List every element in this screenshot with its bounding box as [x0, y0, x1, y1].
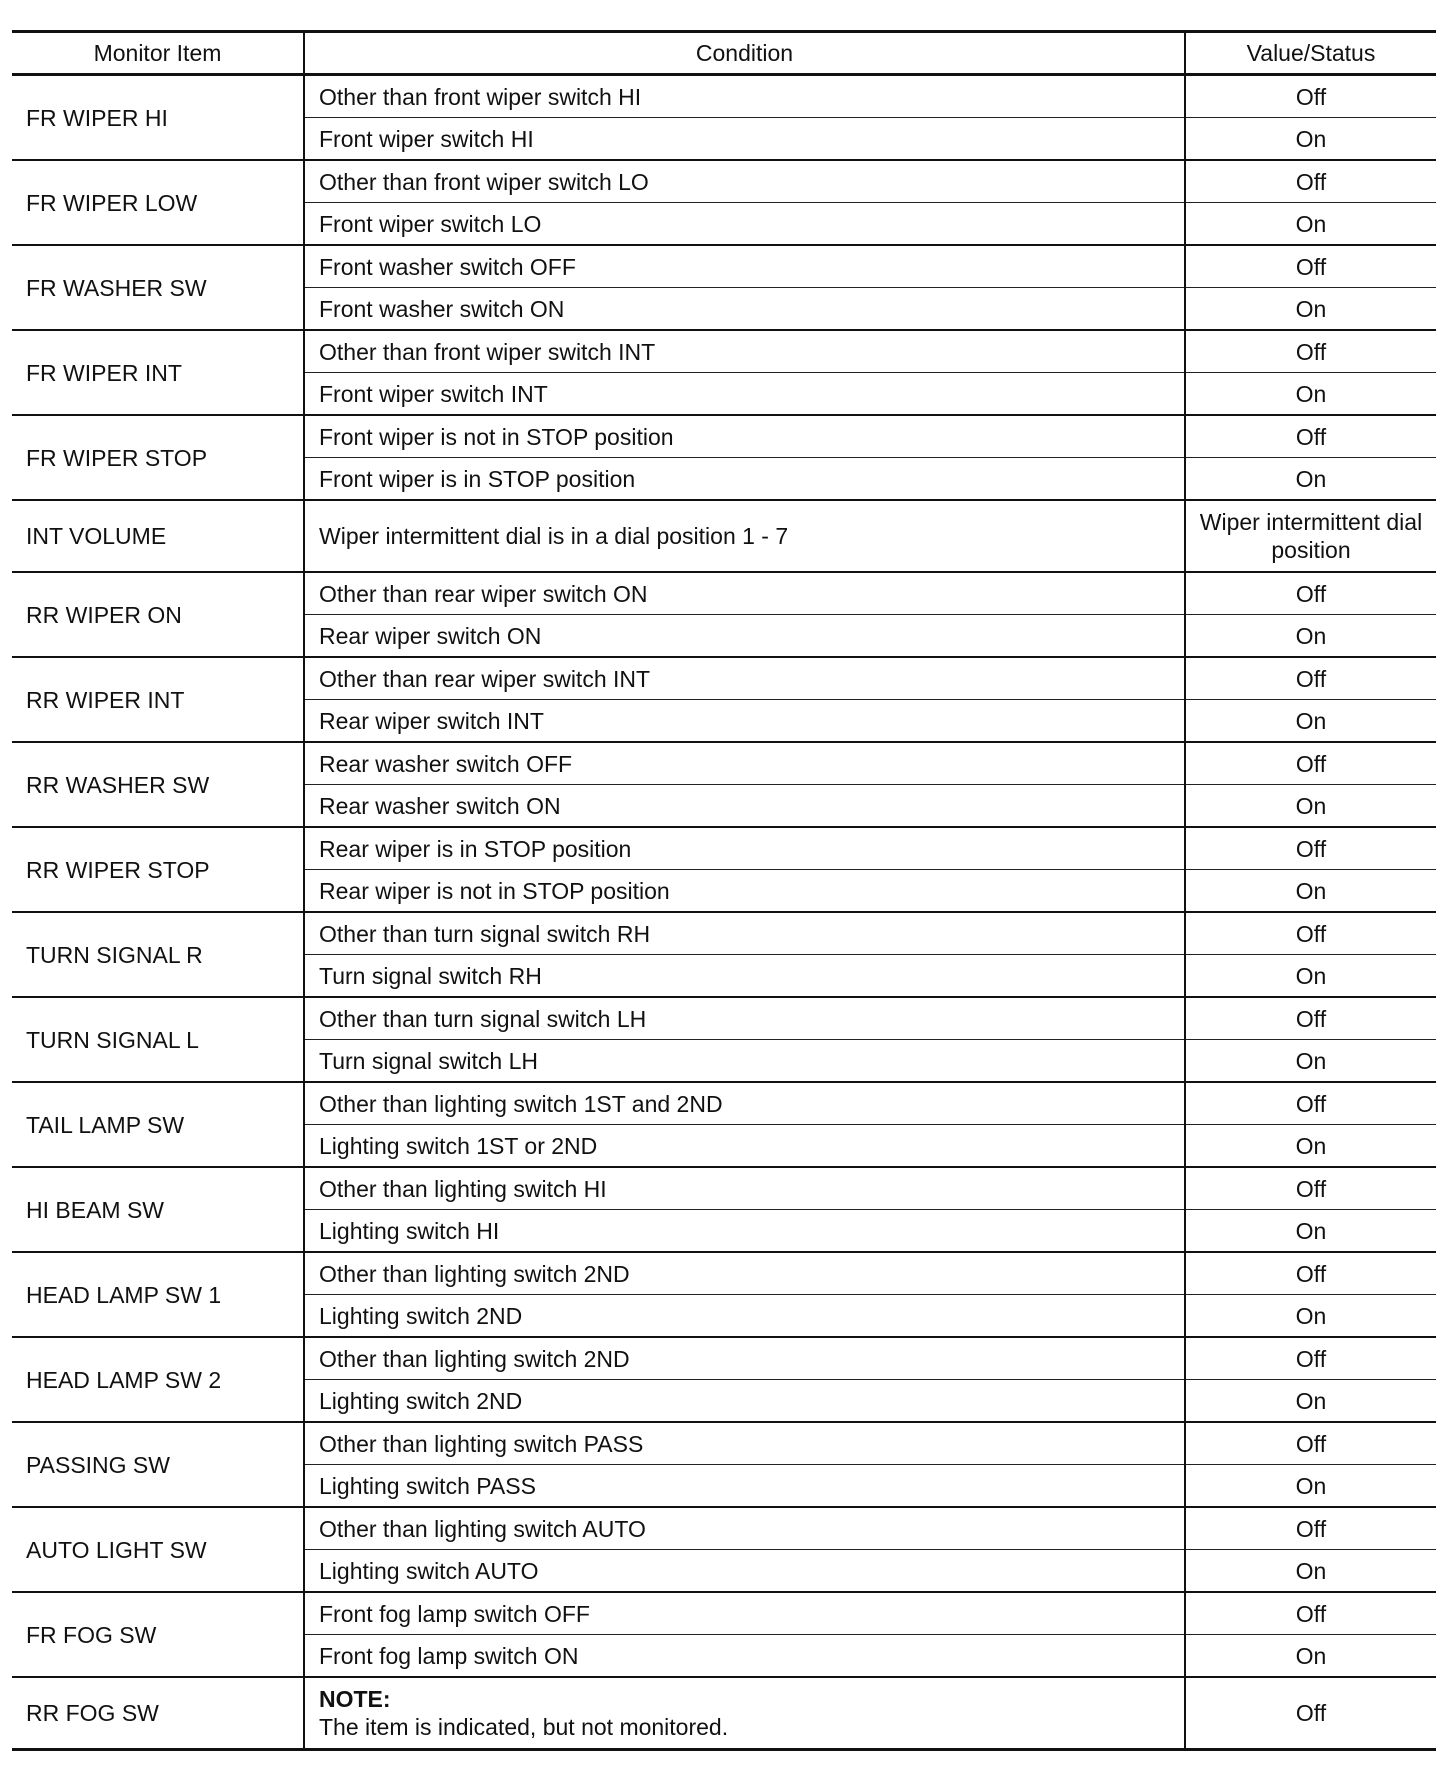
- value-status-cell: On: [1185, 1465, 1436, 1508]
- condition-cell: Other than lighting switch 2ND: [304, 1252, 1185, 1295]
- value-status-cell: On: [1185, 870, 1436, 913]
- condition-cell: Front fog lamp switch OFF: [304, 1592, 1185, 1635]
- condition-cell: Other than lighting switch 1ST and 2ND: [304, 1082, 1185, 1125]
- monitor-item-cell: FR WIPER STOP: [12, 415, 304, 500]
- table-row: [12, 1252, 1436, 1295]
- table-row: [12, 1337, 1436, 1380]
- header-value-status: Value/Status: [1185, 32, 1436, 75]
- condition-cell: Lighting switch 1ST or 2ND: [304, 1125, 1185, 1168]
- table-row: [12, 912, 1436, 955]
- condition-cell: Other than turn signal switch RH: [304, 912, 1185, 955]
- condition-cell: [304, 1677, 1185, 1750]
- condition-cell: Front washer switch OFF: [304, 245, 1185, 288]
- document-page: [12, 30, 1436, 1751]
- table-row: [12, 245, 1436, 288]
- monitor-item-cell: INT VOLUME: [12, 500, 304, 572]
- monitor-item-cell: HEAD LAMP SW 1: [12, 1252, 304, 1337]
- monitor-item-cell: RR WIPER STOP: [12, 827, 304, 912]
- condition-cell: Front fog lamp switch ON: [304, 1635, 1185, 1678]
- table-header-row: [12, 32, 1436, 75]
- value-status-cell: On: [1185, 785, 1436, 828]
- monitor-item-cell: FR WASHER SW: [12, 245, 304, 330]
- monitor-item-cell: FR FOG SW: [12, 1592, 304, 1677]
- value-status-cell: On: [1185, 700, 1436, 743]
- condition-cell: Front wiper is in STOP position: [304, 458, 1185, 501]
- table-row: [12, 1507, 1436, 1550]
- monitor-item-cell: FR WIPER LOW: [12, 160, 304, 245]
- table-row: [12, 657, 1436, 700]
- value-status-cell: Wiper intermittent dial position: [1185, 500, 1436, 572]
- note-title: NOTE:: [319, 1686, 391, 1712]
- monitor-item-cell: RR FOG SW: [12, 1677, 304, 1750]
- value-status-cell: Off: [1185, 1082, 1436, 1125]
- value-status-cell: Off: [1185, 1422, 1436, 1465]
- value-status-cell: Off: [1185, 912, 1436, 955]
- condition-cell: Other than front wiper switch INT: [304, 330, 1185, 373]
- value-status-cell: On: [1185, 615, 1436, 658]
- value-status-cell: Off: [1185, 657, 1436, 700]
- condition-cell: Rear wiper switch ON: [304, 615, 1185, 658]
- value-status-cell: Off: [1185, 827, 1436, 870]
- condition-cell: Turn signal switch LH: [304, 1040, 1185, 1083]
- condition-cell: Other than rear wiper switch INT: [304, 657, 1185, 700]
- value-status-cell: Off: [1185, 572, 1436, 615]
- note-text: The item is indicated, but not monitored.: [319, 1714, 729, 1740]
- monitor-item-cell: AUTO LIGHT SW: [12, 1507, 304, 1592]
- value-status-cell: Off: [1185, 415, 1436, 458]
- condition-cell: Lighting switch AUTO: [304, 1550, 1185, 1593]
- table-row: [12, 1592, 1436, 1635]
- value-status-cell: Off: [1185, 160, 1436, 203]
- table-row: [12, 500, 1436, 572]
- header-condition: Condition: [304, 32, 1185, 75]
- table-row: [12, 1082, 1436, 1125]
- value-status-cell: Off: [1185, 245, 1436, 288]
- value-status-cell: On: [1185, 1550, 1436, 1593]
- condition-cell: Wiper intermittent dial is in a dial position 1 - 7: [304, 500, 1185, 572]
- condition-cell: Front washer switch ON: [304, 288, 1185, 331]
- monitor-item-cell: TAIL LAMP SW: [12, 1082, 304, 1167]
- condition-cell: Lighting switch PASS: [304, 1465, 1185, 1508]
- monitor-item-cell: RR WASHER SW: [12, 742, 304, 827]
- value-status-cell: On: [1185, 1635, 1436, 1678]
- condition-cell: Front wiper switch INT: [304, 373, 1185, 416]
- condition-cell: Front wiper switch LO: [304, 203, 1185, 246]
- condition-cell: Other than turn signal switch LH: [304, 997, 1185, 1040]
- value-status-cell: On: [1185, 1380, 1436, 1423]
- table-row: [12, 1167, 1436, 1210]
- value-status-cell: On: [1185, 288, 1436, 331]
- monitor-item-cell: HEAD LAMP SW 2: [12, 1337, 304, 1422]
- table-row: [12, 75, 1436, 118]
- value-status-cell: Off: [1185, 1677, 1436, 1750]
- value-status-cell: Off: [1185, 1507, 1436, 1550]
- condition-cell: Other than lighting switch 2ND: [304, 1337, 1185, 1380]
- value-status-cell: On: [1185, 203, 1436, 246]
- condition-cell: Rear washer switch OFF: [304, 742, 1185, 785]
- condition-cell: Front wiper is not in STOP position: [304, 415, 1185, 458]
- table-row: [12, 1422, 1436, 1465]
- condition-cell: Lighting switch 2ND: [304, 1295, 1185, 1338]
- value-status-cell: Off: [1185, 1592, 1436, 1635]
- table-row: [12, 415, 1436, 458]
- table-row: [12, 572, 1436, 615]
- condition-cell: Rear wiper switch INT: [304, 700, 1185, 743]
- condition-cell: Other than front wiper switch LO: [304, 160, 1185, 203]
- table-body: [12, 75, 1436, 1750]
- monitor-item-cell: PASSING SW: [12, 1422, 304, 1507]
- table-row: [12, 742, 1436, 785]
- table-row: [12, 1677, 1436, 1750]
- value-status-cell: Off: [1185, 330, 1436, 373]
- condition-cell: Turn signal switch RH: [304, 955, 1185, 998]
- condition-cell: Other than rear wiper switch ON: [304, 572, 1185, 615]
- table-row: [12, 330, 1436, 373]
- monitor-table: [12, 30, 1436, 1751]
- table-row: [12, 827, 1436, 870]
- value-status-cell: On: [1185, 1210, 1436, 1253]
- header-monitor-item: Monitor Item: [12, 32, 304, 75]
- monitor-item-cell: FR WIPER INT: [12, 330, 304, 415]
- condition-cell: Rear wiper is not in STOP position: [304, 870, 1185, 913]
- value-status-cell: Off: [1185, 1167, 1436, 1210]
- value-status-cell: Off: [1185, 1337, 1436, 1380]
- condition-cell: Other than lighting switch HI: [304, 1167, 1185, 1210]
- value-status-cell: Off: [1185, 1252, 1436, 1295]
- value-status-cell: On: [1185, 1295, 1436, 1338]
- condition-cell: Front wiper switch HI: [304, 118, 1185, 161]
- value-status-cell: On: [1185, 118, 1436, 161]
- monitor-item-cell: RR WIPER INT: [12, 657, 304, 742]
- monitor-item-cell: HI BEAM SW: [12, 1167, 304, 1252]
- condition-cell: Lighting switch HI: [304, 1210, 1185, 1253]
- value-status-cell: On: [1185, 373, 1436, 416]
- condition-cell: Other than lighting switch PASS: [304, 1422, 1185, 1465]
- value-status-cell: Off: [1185, 75, 1436, 118]
- value-status-cell: On: [1185, 1040, 1436, 1083]
- condition-cell: Rear washer switch ON: [304, 785, 1185, 828]
- value-status-cell: On: [1185, 1125, 1436, 1168]
- value-status-cell: On: [1185, 458, 1436, 501]
- monitor-item-cell: RR WIPER ON: [12, 572, 304, 657]
- condition-cell: Other than lighting switch AUTO: [304, 1507, 1185, 1550]
- value-status-cell: Off: [1185, 742, 1436, 785]
- monitor-item-cell: TURN SIGNAL R: [12, 912, 304, 997]
- value-status-cell: On: [1185, 955, 1436, 998]
- monitor-item-cell: TURN SIGNAL L: [12, 997, 304, 1082]
- condition-cell: Other than front wiper switch HI: [304, 75, 1185, 118]
- condition-cell: Rear wiper is in STOP position: [304, 827, 1185, 870]
- table-row: [12, 160, 1436, 203]
- table-row: [12, 997, 1436, 1040]
- value-status-cell: Off: [1185, 997, 1436, 1040]
- monitor-item-cell: FR WIPER HI: [12, 75, 304, 161]
- condition-cell: Lighting switch 2ND: [304, 1380, 1185, 1423]
